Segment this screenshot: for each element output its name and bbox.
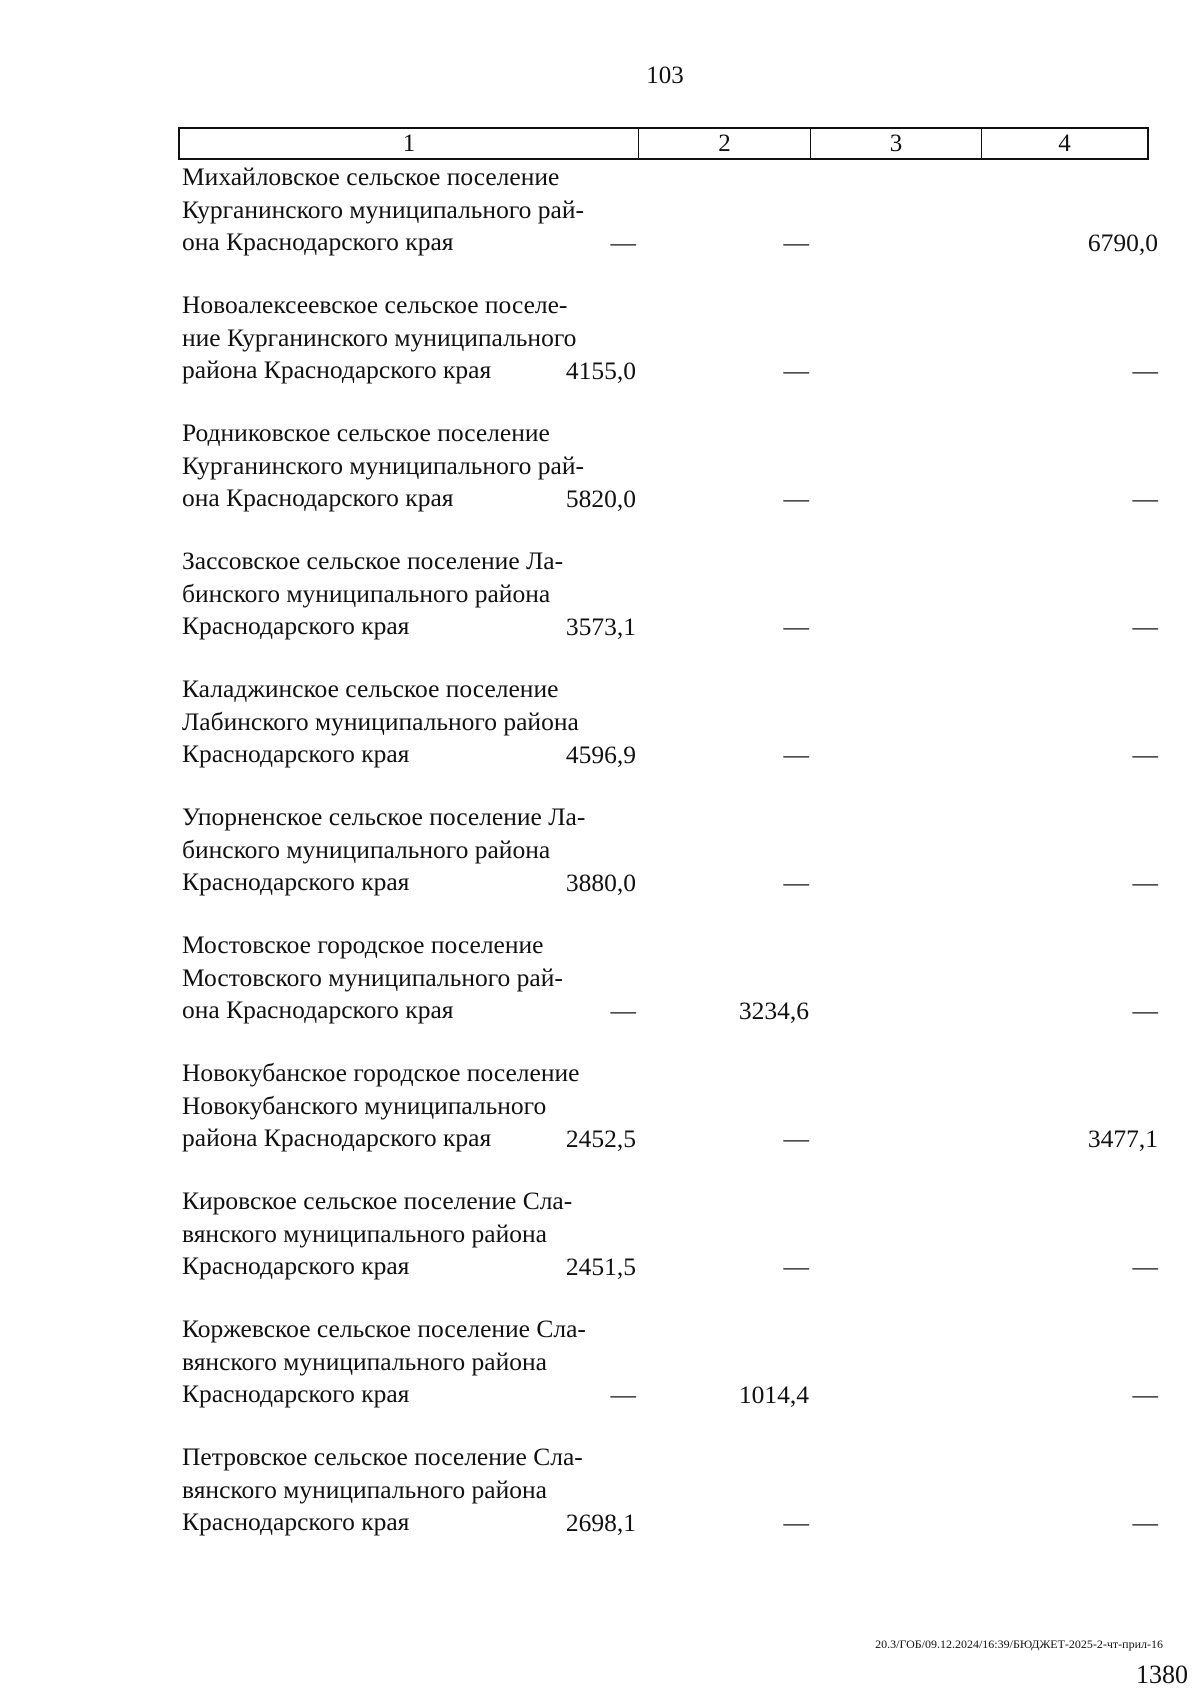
column-header-3: 3	[811, 129, 982, 158]
settlement-name-line: Новоалексеевское сельское поселе-	[182, 290, 568, 319]
value-col2: 2452,5	[565, 1124, 636, 1153]
column-header-1: 1	[180, 129, 639, 158]
value-col3: —	[783, 868, 809, 897]
column-header-4: 4	[1058, 129, 1071, 157]
value-col4: —	[1132, 1508, 1158, 1537]
table-header	[178, 127, 1149, 160]
value-col2: 2451,5	[565, 1252, 636, 1281]
value-col3: 1014,4	[738, 1380, 809, 1409]
settlement-name-line: Краснодарского края	[182, 1379, 410, 1408]
settlement-name	[182, 161, 642, 259]
settlement-name-line: Краснодарского края	[182, 867, 410, 896]
settlement-name-line: она Краснодарского края	[182, 995, 454, 1024]
settlement-name-line: Михайловское сельское поселение	[182, 162, 560, 191]
settlement-name-line: Краснодарского края	[182, 739, 410, 768]
settlement-name-line: Новокубанского муниципального	[182, 1090, 547, 1120]
value-col2: 5820,0	[565, 484, 636, 513]
settlement-name-line: Зассовское сельское поселение Ла-	[182, 546, 564, 575]
value-col3: —	[783, 1252, 809, 1281]
settlement-name-line: Кировское сельское поселение Сла-	[182, 1186, 573, 1215]
settlement-name-line: она Краснодарского края	[182, 483, 454, 512]
table-row	[178, 1313, 1158, 1441]
table-body	[178, 161, 1158, 1569]
value-col2: —	[610, 996, 636, 1025]
table-row	[178, 417, 1158, 545]
settlement-name-line: Каладжинское сельское поселение	[182, 674, 559, 703]
settlement-name-line: Краснодарского края	[182, 1507, 410, 1536]
table-row	[178, 801, 1158, 929]
value-col2: 3880,0	[565, 868, 636, 897]
table-row	[178, 1057, 1158, 1185]
value-col3: —	[783, 484, 809, 513]
settlement-name-line: она Краснодарского края	[182, 227, 454, 256]
settlement-name-line: Курганинского муниципального рай-	[182, 450, 584, 480]
value-col2: —	[610, 1380, 636, 1409]
table-row	[178, 929, 1158, 1057]
table-row	[178, 1441, 1158, 1569]
value-col3: —	[783, 1124, 809, 1153]
page-number: 103	[646, 62, 684, 89]
value-col4: —	[1132, 612, 1158, 641]
settlement-name-line: Петровское сельское поселение Сла-	[182, 1442, 583, 1471]
document-code: 20.3/ГОБ/09.12.2024/16:39/БЮДЖЕТ-2025-2-чт-прил-16	[875, 1637, 1163, 1651]
table-row	[178, 545, 1158, 673]
settlement-name-line: района Краснодарского края	[182, 355, 492, 384]
value-col2: 2698,1	[565, 1508, 636, 1537]
settlement-name-line: вянского муниципального района	[182, 1218, 547, 1248]
settlement-name-line: бинского муниципального района	[182, 578, 551, 608]
table-row	[178, 289, 1158, 417]
table-row	[178, 673, 1158, 801]
settlement-name-line: вянского муниципального района	[182, 1346, 547, 1376]
settlement-name-line: бинского муниципального района	[182, 834, 551, 864]
value-col3: —	[783, 740, 809, 769]
settlement-name-line: Новокубанское городское поселение	[182, 1058, 580, 1087]
value-col4: —	[1132, 1380, 1158, 1409]
value-col3: —	[783, 612, 809, 641]
value-col2: 4596,9	[565, 740, 636, 769]
value-col4: —	[1132, 484, 1158, 513]
settlement-name-line: Упорненское сельское поселение Ла-	[182, 802, 586, 831]
value-col3: 3234,6	[738, 996, 809, 1025]
settlement-name-line: Коржевское сельское поселение Сла-	[182, 1314, 586, 1343]
value-col4: 6790,0	[1087, 228, 1158, 257]
settlement-name-line: Краснодарского края	[182, 1251, 410, 1280]
value-col4: —	[1132, 996, 1158, 1025]
value-col4: —	[1132, 740, 1158, 769]
value-col2: 4155,0	[565, 356, 636, 385]
settlement-name-line: Мостовского муниципального рай-	[182, 962, 563, 992]
settlement-name-line: Мостовское городское поселение	[182, 930, 544, 959]
column-header-2: 2	[639, 129, 811, 158]
value-col3: —	[783, 356, 809, 385]
settlement-name-line: ние Курганинского муниципального	[182, 322, 577, 352]
settlement-name-line: Родниковское сельское поселение	[182, 418, 550, 447]
value-col3: —	[783, 228, 809, 257]
value-col4: 3477,1	[1087, 1124, 1158, 1153]
table-row	[178, 1185, 1158, 1313]
settlement-name	[182, 1313, 642, 1411]
value-col2: 3573,1	[565, 612, 636, 641]
settlement-name-line: вянского муниципального района	[182, 1474, 547, 1504]
settlement-name-line: района Краснодарского края	[182, 1123, 492, 1152]
value-col3: —	[783, 1508, 809, 1537]
value-col4: —	[1132, 1252, 1158, 1281]
settlement-name-line: Лабинского муниципального района	[182, 706, 579, 736]
value-col4: —	[1132, 356, 1158, 385]
table-row	[178, 161, 1158, 289]
settlement-name-line: Краснодарского края	[182, 611, 410, 640]
value-col2: —	[610, 228, 636, 257]
settlement-name	[182, 929, 642, 1027]
settlement-name-line: Курганинского муниципального рай-	[182, 194, 584, 224]
value-col4: —	[1132, 868, 1158, 897]
sheet-number: 1380	[1136, 1660, 1188, 1689]
